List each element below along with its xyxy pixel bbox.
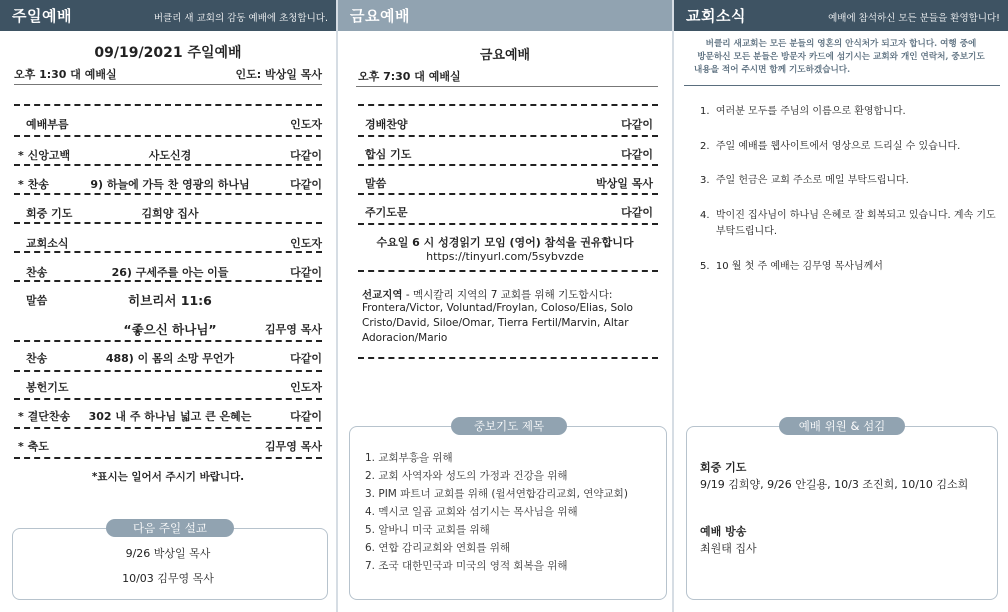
sunday-time-leader bbox=[14, 66, 322, 82]
friday-order-label: 주기도문 bbox=[365, 206, 408, 219]
order-leader: 인도자 bbox=[290, 381, 322, 394]
order-row bbox=[18, 350, 322, 366]
sunday-header-subtitle: 버클리 새 교회의 감동 예배에 초청합니다. bbox=[153, 13, 328, 24]
dashed-divider bbox=[14, 457, 322, 459]
friday-order-label: 말씀 bbox=[365, 177, 387, 190]
serve-title: 예배 위원 & 섬김 bbox=[779, 417, 905, 435]
order-leader: 김무영 목사 bbox=[265, 323, 322, 336]
bible-study-notice: 수요일 6 시 성경읽기 모임 (영어) 참석을 권유합니다 bbox=[376, 236, 634, 249]
order-leader: 다같이 bbox=[290, 410, 322, 423]
order-row bbox=[18, 116, 322, 132]
mission-line-1 bbox=[362, 287, 612, 302]
friday-order-label: 경배찬양 bbox=[365, 118, 408, 131]
friday-order-label: 합심 기도 bbox=[365, 148, 412, 161]
broadcast-person: 최원태 집사 bbox=[700, 542, 757, 555]
next-sermon-line-1: 9/26 박상일 목사 bbox=[125, 547, 211, 560]
sunday-time-place: 오후 1:30 대 예배실 bbox=[14, 68, 117, 81]
order-label: * 축도 bbox=[18, 440, 49, 453]
order-row bbox=[18, 176, 322, 192]
order-label: 말씀 bbox=[26, 294, 48, 307]
dashed-divider bbox=[14, 193, 322, 195]
friday-order-leader: 다같이 bbox=[621, 118, 653, 131]
news-header bbox=[674, 0, 1008, 31]
order-leader: 다같이 bbox=[290, 352, 322, 365]
order-leader: 다같이 bbox=[290, 149, 322, 162]
prayer-item: 2. 교회 사역자와 성도의 가정과 건강을 위해 bbox=[365, 470, 568, 482]
sunday-header-title: 주일예배 bbox=[12, 7, 72, 25]
mission-label: 선교지역 bbox=[362, 289, 403, 301]
friday-order-row bbox=[365, 146, 653, 162]
order-label: 찬송 bbox=[26, 352, 48, 365]
next-sermon-line-2: 10/03 김무영 목사 bbox=[122, 572, 214, 585]
mission-intro: - 멕시칼리 지역의 7 교회를 위해 기도합시다: bbox=[402, 289, 613, 301]
friday-time-place: 오후 7:30 대 예배실 bbox=[358, 70, 461, 83]
dashed-divider bbox=[14, 280, 322, 282]
order-content: 9) 하늘에 가득 찬 영광의 하나님 bbox=[90, 178, 250, 191]
bible-study-url: https://tinyurl.com/5sybvzde bbox=[426, 250, 584, 263]
dashed-divider bbox=[358, 193, 658, 195]
friday-order-leader: 다같이 bbox=[621, 148, 653, 161]
dashed-divider bbox=[358, 357, 658, 359]
news-item: 부탁드립니다. bbox=[700, 226, 778, 237]
news-header-subtitle: 예배에 참석하신 모든 분들을 환영합니다! bbox=[828, 13, 1000, 24]
order-row bbox=[18, 408, 322, 424]
order-label: * 결단찬송 bbox=[18, 410, 71, 423]
order-row bbox=[18, 264, 322, 280]
dashed-divider bbox=[14, 370, 322, 372]
order-leader: 다같이 bbox=[290, 266, 322, 279]
order-row bbox=[18, 292, 322, 308]
sunday-panel bbox=[0, 0, 336, 612]
prayer-title: 중보기도 제목 bbox=[451, 417, 567, 435]
order-content: 김희양 집사 bbox=[141, 207, 199, 220]
dashed-divider bbox=[14, 164, 322, 166]
dashed-divider bbox=[14, 251, 322, 253]
friday-order-row bbox=[365, 175, 653, 191]
friday-order-row bbox=[365, 116, 653, 132]
next-sermon-title: 다음 주일 설교 bbox=[106, 519, 234, 537]
news-item: 4. 박이진 집사님이 하나님 은혜로 잘 회복되고 있습니다. 계속 기도 bbox=[700, 210, 996, 221]
news-header-title: 교회소식 bbox=[686, 7, 746, 25]
friday-header-title: 금요예배 bbox=[350, 7, 410, 25]
congregation-prayer-schedule: 9/19 김희양, 9/26 안길용, 10/3 조진희, 10/10 김소희 bbox=[700, 478, 969, 491]
dashed-divider bbox=[14, 104, 322, 106]
order-content: 26) 구세주를 아는 이들 bbox=[111, 266, 229, 279]
order-row bbox=[18, 235, 322, 251]
news-intro-line-1: 버클리 새교회는 모든 분들의 영혼의 안식처가 되고자 합니다. 여행 중에 bbox=[705, 39, 977, 49]
order-label: 회중 기도 bbox=[26, 207, 73, 220]
dashed-divider bbox=[14, 427, 322, 429]
congregation-prayer-heading: 회중 기도 bbox=[700, 461, 747, 474]
broadcast-heading: 예배 방송 bbox=[700, 525, 747, 538]
friday-divider bbox=[356, 86, 658, 87]
order-row bbox=[18, 379, 322, 395]
news-intro-line-3: 내용을 적어 주시면 함께 기도하겠습니다. bbox=[694, 65, 851, 75]
dashed-divider bbox=[358, 164, 658, 166]
prayer-item: 1. 교회부흥을 위해 bbox=[365, 452, 453, 464]
order-content: 히브리서 11:6 bbox=[128, 293, 212, 308]
prayer-item: 6. 연합 감리교회와 연회를 위해 bbox=[365, 542, 511, 554]
prayer-item: 5. 알바니 미국 교회를 위해 bbox=[365, 524, 490, 536]
friday-order-row bbox=[365, 204, 653, 220]
order-row bbox=[18, 438, 322, 454]
sunday-title: 09/19/2021 주일예배 bbox=[94, 45, 242, 61]
order-label: * 찬송 bbox=[18, 178, 49, 191]
news-item: 3. 주일 헌금은 교회 주소로 메일 부탁드립니다. bbox=[700, 175, 909, 186]
dashed-divider bbox=[358, 135, 658, 137]
order-leader: 다같이 bbox=[290, 178, 322, 191]
news-item: 5. 10 월 첫 주 예배는 김무영 목사님께서 bbox=[700, 261, 883, 272]
order-label: 예배부름 bbox=[26, 118, 69, 131]
dashed-divider bbox=[14, 398, 322, 400]
order-content: 302 내 주 하나님 넓고 큰 은혜는 bbox=[88, 410, 252, 423]
prayer-item: 4. 멕시코 일곱 교회와 섬기시는 목사님을 위해 bbox=[365, 506, 578, 518]
dashed-divider bbox=[14, 340, 322, 342]
dashed-divider bbox=[358, 270, 658, 272]
friday-order-leader: 다같이 bbox=[621, 206, 653, 219]
mission-line-4: Adoracion/Mario bbox=[362, 332, 448, 344]
friday-order-leader: 박상일 목사 bbox=[596, 177, 653, 190]
prayer-item: 3. PIM 파트너 교회를 위해 (윌셔연합감리교회, 연약교회) bbox=[365, 488, 628, 500]
news-item: 1. 여러분 모두를 주님의 이름으로 환영합니다. bbox=[700, 106, 906, 117]
news-divider bbox=[684, 85, 1000, 86]
order-row bbox=[18, 147, 322, 163]
sunday-leader: 인도: 박상일 목사 bbox=[235, 68, 322, 81]
order-label: 교회소식 bbox=[26, 237, 69, 250]
sunday-header bbox=[0, 0, 336, 31]
sunday-divider bbox=[14, 84, 322, 85]
order-leader: 김무영 목사 bbox=[265, 440, 322, 453]
order-content: “좋으신 하나님” bbox=[123, 322, 217, 337]
order-label: * 신앙고백 bbox=[18, 149, 71, 162]
news-item: 2. 주일 예배를 웹사이트에서 영상으로 드리실 수 있습니다. bbox=[700, 141, 961, 152]
order-label: 찬송 bbox=[26, 266, 48, 279]
news-intro-line-2: 방문하신 모든 분들은 방문자 카드에 섬기시는 교회와 개인 연락처, 중보기도 bbox=[697, 52, 985, 62]
order-leader: 인도자 bbox=[290, 118, 322, 131]
prayer-item: 7. 조국 대한민국과 미국의 영적 회복을 위해 bbox=[365, 560, 568, 572]
standing-note: *표시는 일어서 주시기 바랍니다. bbox=[91, 471, 245, 483]
mission-line-2: Frontera/Victor, Voluntad/Froylan, Coloso/Elias, Solo bbox=[362, 302, 633, 314]
dashed-divider bbox=[14, 222, 322, 224]
dashed-divider bbox=[358, 223, 658, 225]
news-intro bbox=[684, 38, 998, 77]
mission-line-3: Cristo/David, Siloe/Omar, Tierra Fertil/Marvin, Altar bbox=[362, 317, 629, 329]
serve-box bbox=[686, 426, 998, 600]
order-row bbox=[18, 321, 322, 337]
next-sermon-box bbox=[12, 528, 328, 600]
order-label: 봉헌기도 bbox=[26, 381, 69, 394]
friday-title: 금요예배 bbox=[479, 48, 531, 63]
order-leader: 인도자 bbox=[290, 237, 322, 250]
friday-header bbox=[338, 0, 672, 31]
order-content: 488) 이 몸의 소망 무언가 bbox=[105, 352, 235, 365]
dashed-divider bbox=[358, 104, 658, 106]
dashed-divider bbox=[14, 135, 322, 137]
order-row bbox=[18, 205, 322, 221]
order-content: 사도신경 bbox=[148, 149, 192, 162]
